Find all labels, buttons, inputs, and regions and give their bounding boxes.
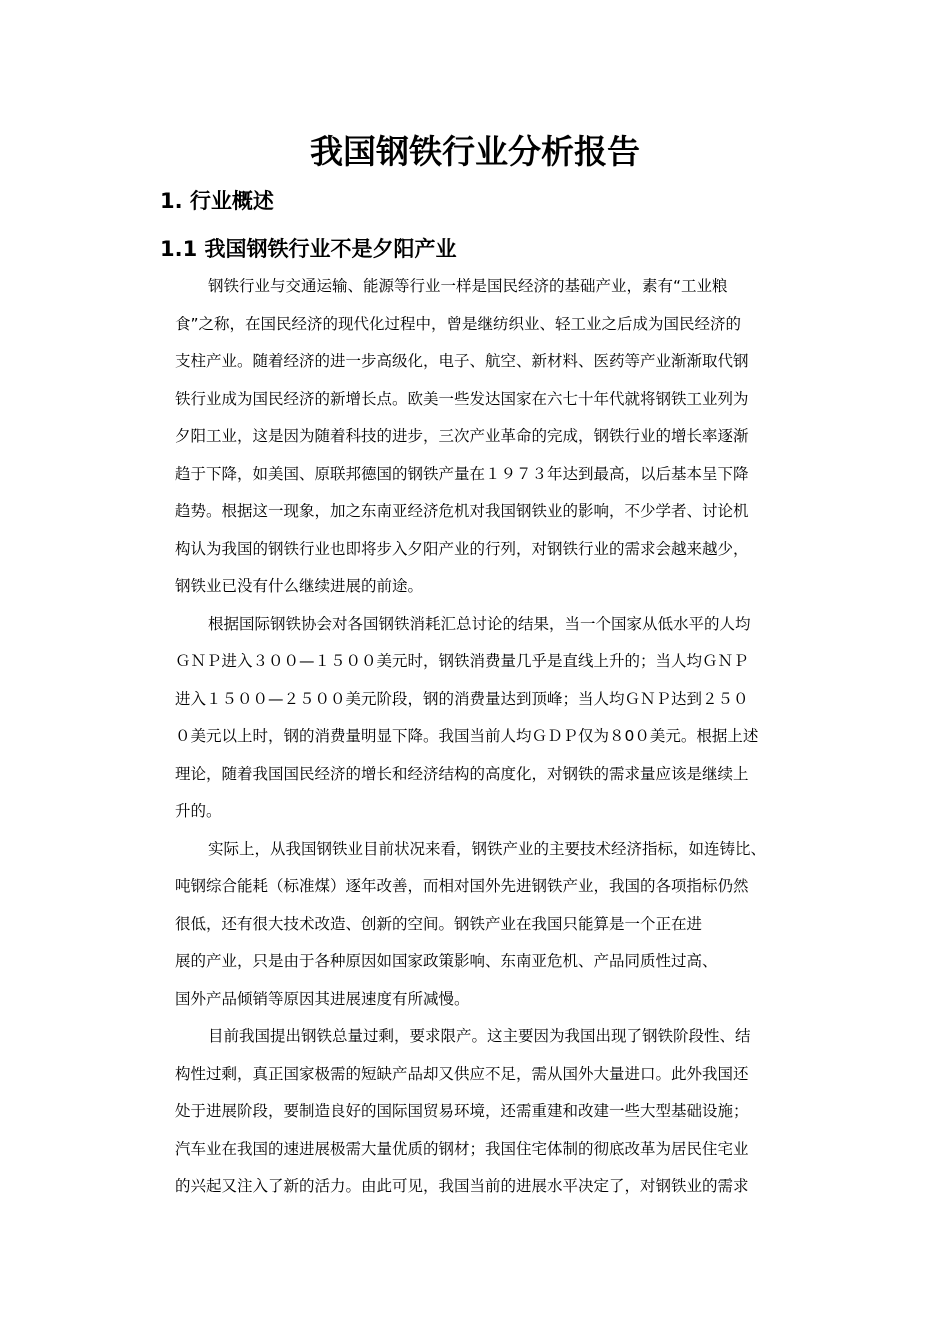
text-line: 食”之称，在国民经济的现代化过程中，曾是继纺织业、轻工业之后成为国民经济的 bbox=[175, 314, 742, 333]
text-line: 处于进展阶段，要制造良好的国际国贸易环境，还需重建和改建一些大型基础设施； bbox=[175, 1102, 749, 1120]
document-body bbox=[175, 268, 825, 1206]
text-line: 进入１５００—２５００美元阶段，钢的消费量达到顶峰；当人均ＧＮＰ达到２５０ bbox=[175, 689, 749, 708]
text-line: 铁行业成为国民经济的新增长点。欧美一些发达国家在六七十年代就将钢铁工业列为 bbox=[175, 389, 749, 408]
text-line: 钢铁行业与交通运输、能源等行业一样是国民经济的基础产业，素有“工业粮 bbox=[208, 277, 728, 295]
text-line: 汽车业在我国的速进展极需大量优质的钢材；我国住宅体制的彻底改革为居民住宅业 bbox=[175, 1139, 749, 1158]
section-heading: 1. 行业概述 bbox=[160, 189, 274, 213]
text-line: 目前我国提出钢铁总量过剩，要求限产。这主要因为我国出现了钢铁阶段性、结 bbox=[208, 1027, 751, 1045]
paragraph bbox=[175, 1018, 825, 1206]
text-line: 吨钢综合能耗（标准煤）逐年改善，而相对国外先进钢铁产业，我国的各项指标仍然 bbox=[175, 877, 749, 895]
text-line: 很低，还有很大技术改造、创新的空间。钢铁产业在我国只能算是一个正在进 bbox=[175, 914, 703, 933]
paragraph bbox=[175, 606, 825, 831]
text-line: ０美元以上时，钢的消费量明显下降。我国当前人均ＧＤＰ仅为８0０美元。根据上述 bbox=[175, 727, 759, 745]
text-line: ＧＮＰ进入３００—１５００美元时，钢铁消费量几乎是直线上升的；当人均ＧＮＰ bbox=[175, 652, 749, 670]
text-line: 国外产品倾销等原因其进展速度有所减慢。 bbox=[175, 989, 470, 1008]
text-line: 理论，随着我国国民经济的增长和经济结构的高度化，对钢铁的需求量应该是继续上 bbox=[175, 764, 749, 783]
text-line: 构认为我国的钢铁行业也即将步入夕阳产业的行列，对钢铁行业的需求会越来越少， bbox=[175, 539, 749, 558]
text-line: 升的。 bbox=[175, 802, 222, 820]
text-line: 夕阳工业，这是因为随着科技的进步，三次产业革命的完成，钢铁行业的增长率逐渐 bbox=[175, 427, 749, 445]
text-line: 支柱产业。随着经济的进一步高级化，电子、航空、新材料、医药等产业渐渐取代钢 bbox=[175, 352, 749, 370]
text-line: 钢铁业已没有什么继续进展的前途。 bbox=[175, 577, 424, 595]
text-line: 实际上，从我国钢铁业目前状况来看，钢铁产业的主要技术经济指标，如连铸比、 bbox=[208, 839, 767, 858]
text-line: 构性过剩，真正国家极需的短缺产品却又供应不足，需从国外大量进口。此外我国还 bbox=[175, 1064, 749, 1083]
paragraph bbox=[175, 268, 825, 606]
document-title: 我国钢铁行业分析报告 bbox=[310, 132, 640, 171]
subsection-heading: 1.1 我国钢铁行业不是夕阳产业 bbox=[160, 237, 457, 261]
text-line: 的兴起又注入了新的活力。由此可见，我国当前的进展水平决定了，对钢铁业的需求 bbox=[175, 1177, 749, 1195]
text-line: 趋势。根据这一现象，加之东南亚经济危机对我国钢铁业的影响，不少学者、讨论机 bbox=[175, 502, 749, 520]
text-line: 根据国际钢铁协会对各国钢铁消耗汇总讨论的结果，当一个国家从低水平的人均 bbox=[208, 614, 751, 633]
paragraph bbox=[175, 831, 825, 1019]
text-line: 趋于下降，如美国、原联邦德国的钢铁产量在１９７３年达到最高，以后基本呈下降 bbox=[175, 464, 749, 483]
text-line: 展的产业，只是由于各种原因如国家政策影响、东南亚危机、产品同质性过高、 bbox=[175, 952, 718, 970]
